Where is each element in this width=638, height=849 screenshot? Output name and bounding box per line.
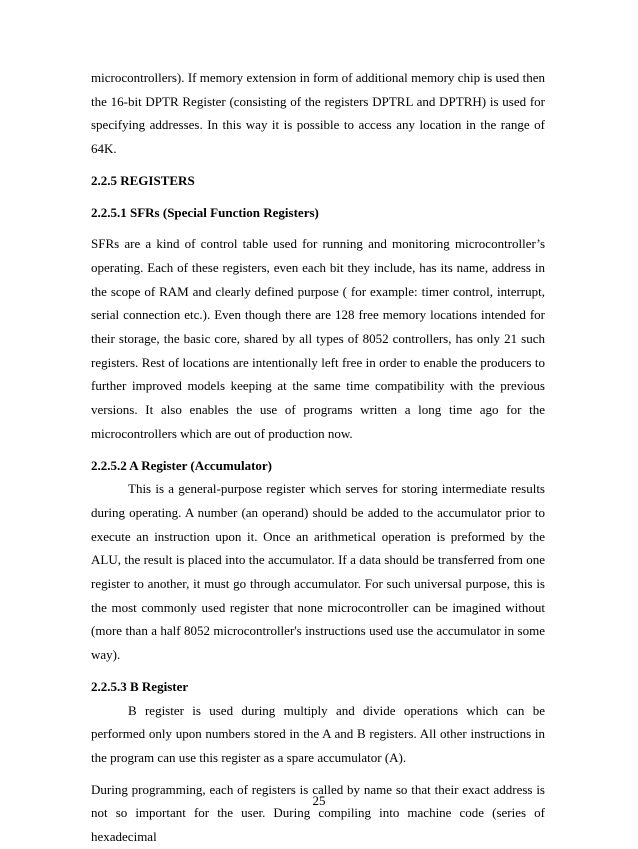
spacer (91, 161, 545, 169)
spacer (91, 770, 545, 778)
spacer (91, 224, 545, 232)
spacer (91, 446, 545, 454)
heading-accumulator: 2.2.5.2 A Register (Accumulator) (91, 457, 273, 473)
paragraph-b-register: B register is used during multiply and divide operations which can be performed only upon numbers stored in the A and B registers. All other instructions in the program can use this register as a spare accumulator (A). (91, 702, 545, 765)
heading-b-register: 2.2.5.3 B Register (91, 678, 189, 694)
heading-registers: 2.2.5 REGISTERS (91, 172, 195, 188)
heading-sfr: 2.2.5.1 SFRs (Special Function Registers) (91, 204, 319, 220)
document-body (91, 66, 545, 849)
paragraph-accumulator: This is a general-purpose register which serves for storing intermediate results during operating. A number (an operand) should be added to the accumulator prior to execute an instruction upon it. Once an arithmetical operation is preformed by the ALU, the result is placed into the accumulator. If a data should be transferred from one register to another, it must go through accumulator. For such universal purpose, this is the most commonly used register that none microcontroller can be imagined without (more than a half 8052 microcontroller's instructions used use the accumulator in some way). (91, 481, 545, 663)
paragraph-dptr: microcontrollers). If memory extension in form of additional memory chip is used then the 16-bit DPTR Register (consisting of the registers DPTRL and DPTRH) is used for specifying addresses. In this way it is possible to access any location in the range of 64K. (91, 70, 545, 157)
page-number: 25 (312, 793, 326, 808)
spacer (91, 667, 545, 675)
paragraph-sfr: SFRs are a kind of control table used for running and monitoring microcontroller’s operating. Each of these registers, even each bit they include, has its name, address in the scope of RAM and clearly defined purpose ( for example: timer control, interrupt, serial connection etc.). Even though there are 128 free memory locations intended for their storage, the basic core, shared by all types of 8052 controllers, has only 21 such registers. Rest of locations are intentionally left free in order to enable the producers to further improved models keeping at the same time compatibility with the previous versions. It also enables the use of programs written a long time ago for the microcontrollers which are out of production now. (91, 236, 545, 441)
paragraph-programming: During programming, each of registers is called by name so that their exact address is not so important for the user. During compiling into machine code (series of hexadecimal (91, 781, 545, 845)
spacer (91, 193, 545, 201)
